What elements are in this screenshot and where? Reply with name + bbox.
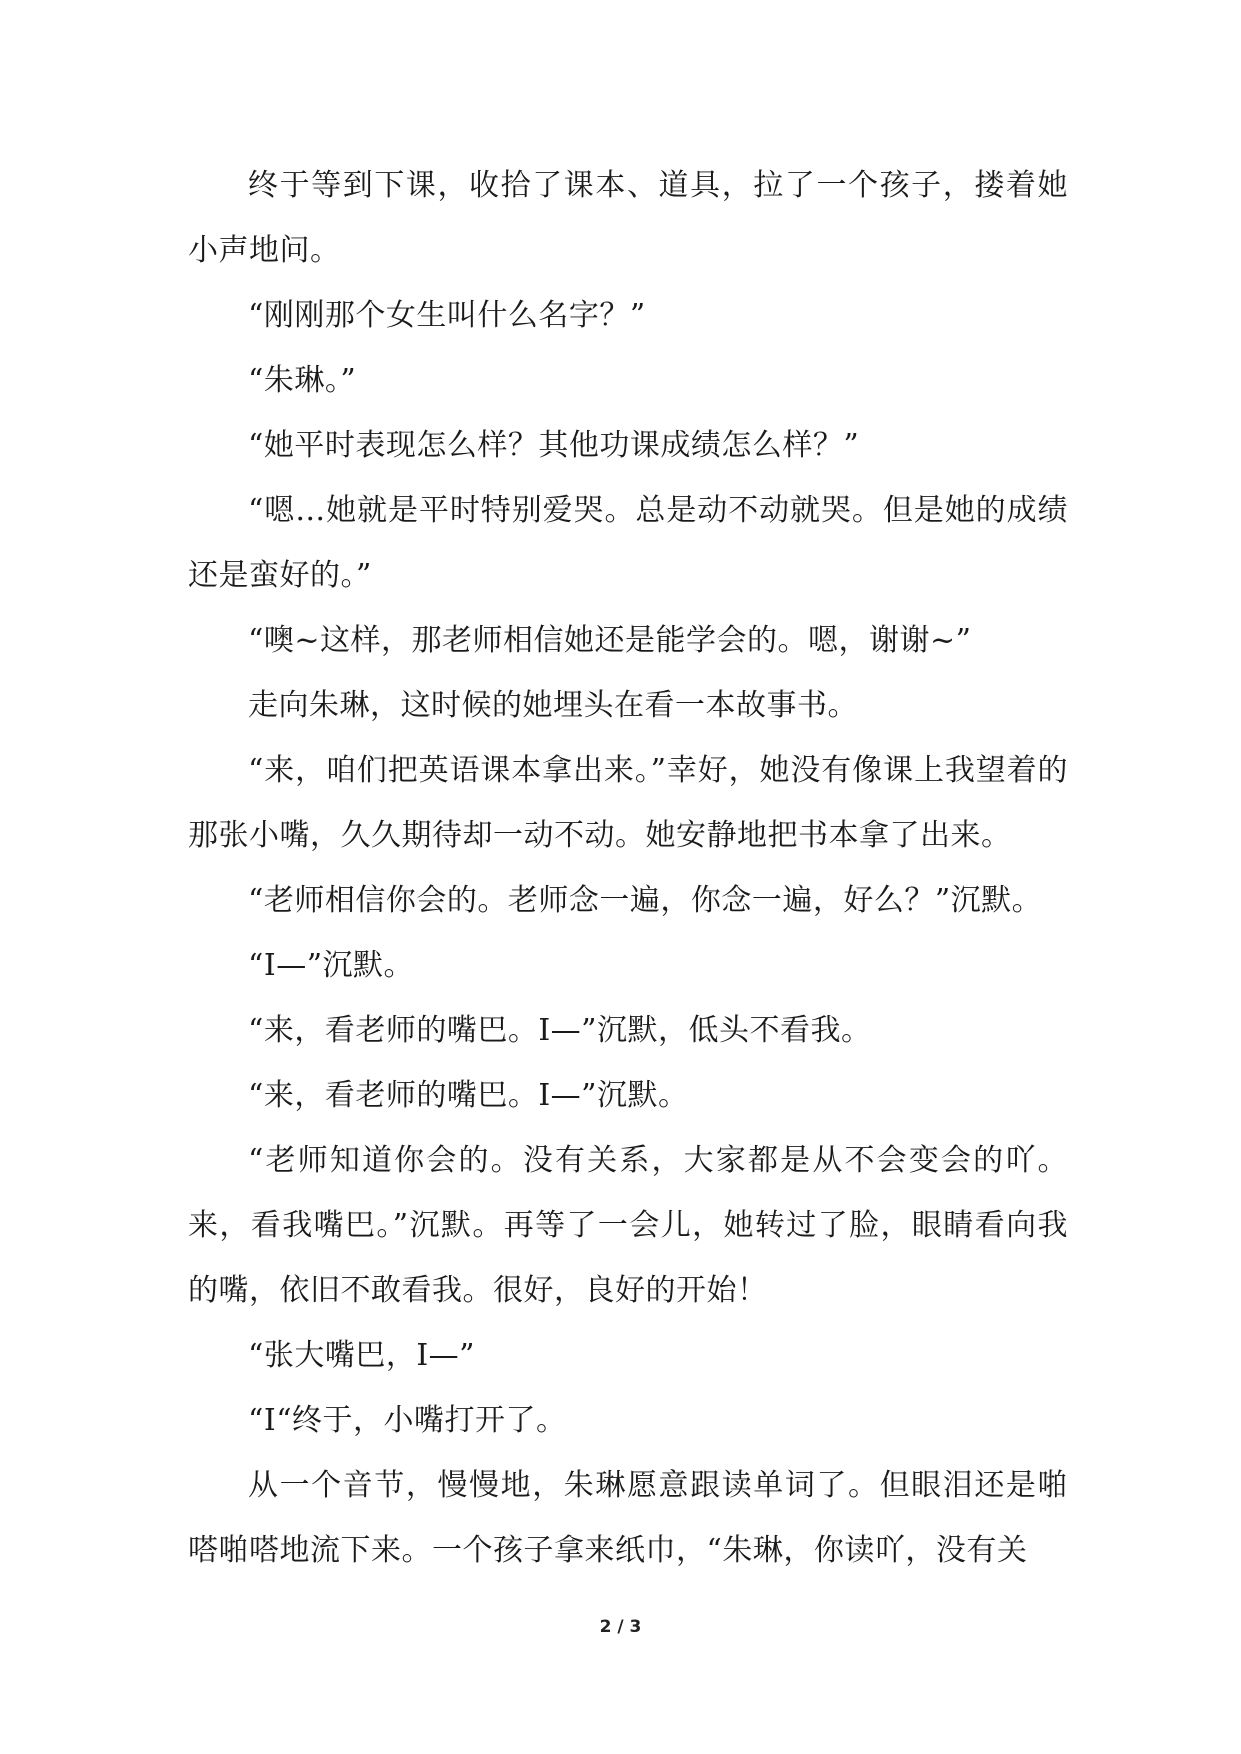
paragraph: “她平时表现怎么样？其他功课成绩怎么样？”	[248, 428, 860, 463]
paragraph: “张大嘴巴，I—”	[248, 1338, 476, 1373]
paragraph: “朱琳。”	[248, 363, 357, 398]
paragraph: “老师知道你会的。没有关系，大家都是从不会变会的吖。来，看我嘴巴。”沉默。再等了一会儿，她转过了脸，眼睛看向我的嘴，依旧不敢看我。很好，良好的开始！	[188, 1143, 1068, 1308]
paragraph: 从一个音节，慢慢地，朱琳愿意跟读单词了。但眼泪还是啪嗒啪嗒地流下来。一个孩子拿来纸巾，“朱琳，你读吖，没有关	[188, 1468, 1068, 1568]
paragraph: 终于等到下课，收拾了课本、道具，拉了一个孩子，搂着她小声地问。	[188, 168, 1068, 268]
page-number: 2 / 3	[599, 1617, 642, 1637]
paragraph: “老师相信你会的。老师念一遍，你念一遍，好么？”沉默。	[248, 883, 1043, 918]
paragraph: “I“终于，小嘴打开了。	[248, 1403, 567, 1438]
paragraph: “来，咱们把英语课本拿出来。”幸好，她没有像课上我望着的那张小嘴，久久期待却一动不动。她安静地把书本拿了出来。	[188, 753, 1068, 853]
paragraph: “刚刚那个女生叫什么名字？”	[248, 298, 646, 333]
paragraph: “噢~这样，那老师相信她还是能学会的。嗯，谢谢~”	[248, 623, 972, 658]
paragraph: “来，看老师的嘴巴。I—”沉默。	[248, 1078, 689, 1113]
document-body	[188, 153, 1068, 1583]
paragraph: 走向朱琳，这时候的她埋头在看一本故事书。	[248, 688, 858, 723]
paragraph: “嗯…她就是平时特别爱哭。总是动不动就哭。但是她的成绩还是蛮好的。”	[188, 493, 1068, 593]
paragraph: “I—”沉默。	[248, 948, 415, 983]
paragraph: “来，看老师的嘴巴。I—”沉默，低头不看我。	[248, 1013, 872, 1048]
